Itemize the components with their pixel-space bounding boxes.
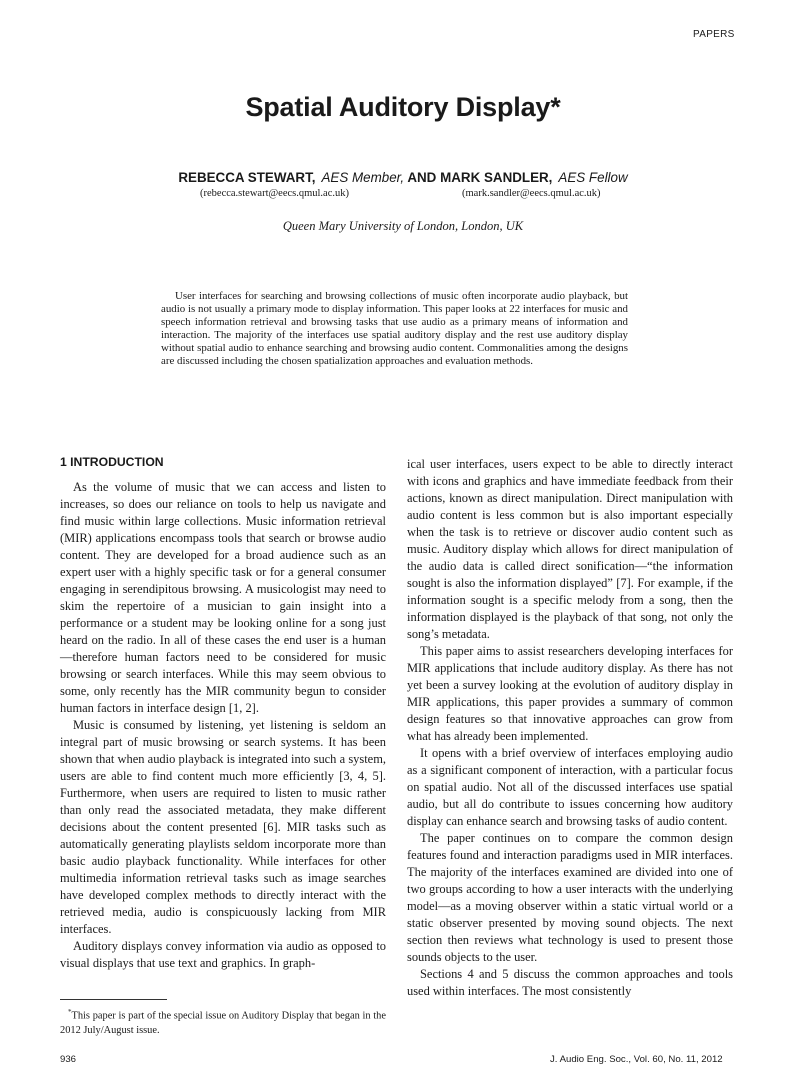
author-line (0, 170, 806, 185)
section-heading-introduction: 1 INTRODUCTION (60, 455, 164, 469)
body-paragraph: The paper continues on to compare the common design features found and interaction paradigms used in MIR interfaces. The majority of the interfaces examined are divided into one of two groups according to how a user interacts with the underlying model—as a moving observer within a static virtual world or a static observer presented by moving sound objects. The next section then reviews what technology is used to present those sounds objects to the user. (407, 831, 733, 964)
author-1-email: (rebecca.stewart@eecs.qmul.ac.uk) (200, 188, 350, 199)
paper-title: Spatial Auditory Display* (245, 92, 561, 122)
body-paragraph: Music is consumed by listening, yet listening is seldom an integral part of music browsing or search systems. It has been shown that when audio playback is integrated into such a system, users are able to find content much more efficiently [3, 4, 5]. Furthermore, when users are required to listen to music rather than only read the associated metadata, they make different decisions about the content presented [6]. MIR tasks such as automatically generating playlists seldom incorporate more than basic audio playback functionality. While interfaces for other multimedia information retrieval tasks such as image searches have developed complex methods to directly interact with the retrieved media, audio is conspicuously lacking from MIR interfaces. (60, 718, 386, 936)
body-paragraph: ical user interfaces, users expect to be able to directly interact with icons and graphics and have immediate feedback from their actions, known as direct manipulation. Direct manipulation with audio content is less common but is also important especially when the task is to retrieve or discover audio content such as music. Auditory display which allows for direct manipulation of the audio data is called direct sonification—“the information sought is also the information displayed” [7]. For example, if the information sought is a specific melody from a song, then the information displayed is the playback of that song, not only the song’s metadata. (407, 457, 733, 641)
page-number: 936 (60, 1054, 77, 1065)
affiliation: Queen Mary University of London, London, UK (282, 219, 524, 233)
author-1-name: REBECCA STEWART, (178, 170, 316, 185)
author-2-email: (mark.sandler@eecs.qmul.ac.uk) (462, 188, 601, 199)
body-paragraph: It opens with a brief overview of interfaces employing audio as a significant component of interaction, with a particular focus on spatial audio. Not all of the discussed interfaces use spatial audio, but all do contribute to issues concerning how auditory display can enhance search and browsing tasks of audio content. (407, 746, 733, 828)
author-conjunction: AND (407, 170, 437, 185)
footnote-text: This paper is part of the special issue on Auditory Display that began in the 2012 July/August issue. (60, 1010, 386, 1036)
body-paragraph: Auditory displays convey information via audio as opposed to visual displays that use text and graphics. In graph- (60, 939, 386, 970)
abstract: User interfaces for searching and browsing collections of music often incorporate audio playback, but audio is not usually a primary mode to display information. This paper looks at 22 interfaces for music and speech information retrieval and browsing tasks that use audio as a primary means of information and interaction. The majority of the interfaces use spatial auditory display and the rest use auditory display without spatial audio to enhance searching and browsing audio content. Commonalities among the designs are discussed including the chosen spatialization approaches and evaluation methods. (161, 290, 628, 367)
left-column (60, 479, 386, 972)
body-paragraph: This paper aims to assist researchers developing interfaces for MIR applications that include auditory display. As there has not yet been a survey looking at the evolution of auditory display in MIR applications, this paper provides a summary of common design features so that innovative approaches can grow from what has already been implemented. (407, 644, 733, 743)
author-1-role: AES Member, (321, 170, 405, 185)
footnote-marker: * (68, 1008, 72, 1016)
author-2-role: AES Fellow (558, 170, 628, 185)
journal-reference: J. Audio Eng. Soc., Vol. 60, No. 11, 2012 (550, 1054, 723, 1065)
right-column (407, 456, 733, 1000)
footnote (60, 1005, 386, 1038)
author-2-name: MARK SANDLER, (440, 170, 553, 185)
body-paragraph: As the volume of music that we can access and listen to increases, so does our reliance on tools to help us navigate and find music within large collections. Music information retrieval (MIR) applications encompass tools that search or browse audio content. They are developed for a broad audience such as an expert user with a highly specific task or for a general consumer engaging in serendipitous browsing. A musicologist may need to skim the repertoire of a musician to gain insight into a performance or a student may be looking online for a song just heard on the radio. In all of these cases the end user is a human—therefore human factors need to be considered for music browsing or search interfaces. While this may seem obvious to some, only recently has the MIR community begun to consider human factors in interface design [1, 2]. (60, 480, 386, 715)
footnote-divider (60, 999, 167, 1000)
body-paragraph: Sections 4 and 5 discuss the common approaches and tools used within interfaces. The most consistently (407, 967, 733, 998)
running-head: PAPERS (693, 29, 735, 40)
